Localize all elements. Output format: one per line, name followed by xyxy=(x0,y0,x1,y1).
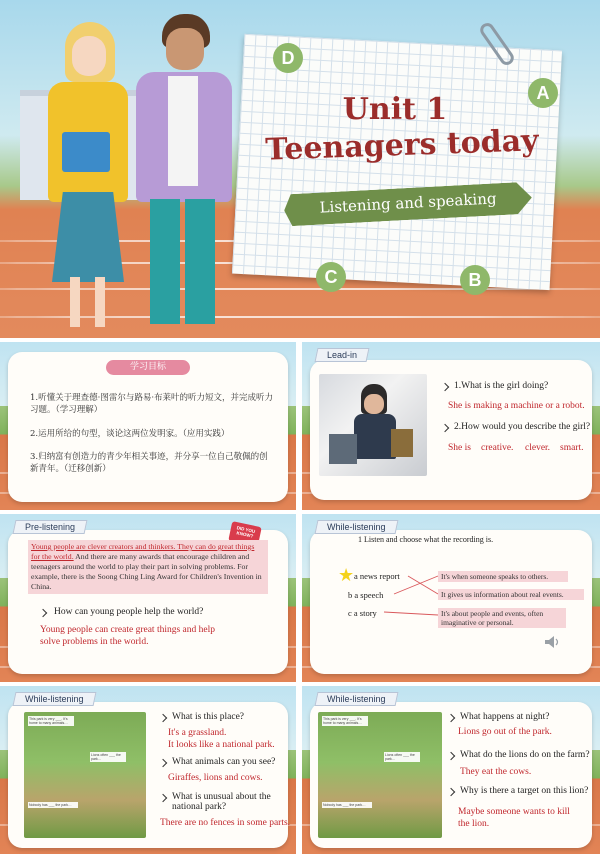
banner-text: Listening and speaking xyxy=(319,189,497,217)
question-lions-farm: What do the lions do on the farm? xyxy=(460,750,590,760)
question-what-place: What is this place? xyxy=(172,712,245,722)
lead-in-slide xyxy=(302,342,600,510)
listen-instruction: 1 Listen and choose what the recording is. xyxy=(358,535,494,544)
boy-student-illustration xyxy=(130,14,235,334)
answer-lions-go-out: Lions go out of the park. xyxy=(458,727,552,737)
objective-item-3: 3.归纳富有创造力的青少年相关事迹，并分享一位自己敬佩的创新青年。（迁移创新） xyxy=(30,452,268,474)
girl-robot-photo xyxy=(319,374,427,476)
speaker-icon[interactable] xyxy=(544,634,560,648)
while-listening-slide-1 xyxy=(302,514,600,682)
definition-imaginative: It's about people and events, often imaginative or personal. xyxy=(438,608,566,628)
pre-listening-answer: Young people can create great things and help solve problems in the world. xyxy=(40,625,215,647)
option-story[interactable]: c a story xyxy=(348,608,377,618)
letter-badge-c: C xyxy=(316,262,346,292)
girl-student-illustration xyxy=(40,22,135,332)
definition-real-events: It gives us information about real events. xyxy=(438,589,584,600)
answer-grassland: It's a grassland. xyxy=(168,728,227,738)
objectives-heading: 学习目标 xyxy=(106,360,190,375)
lead-in-tag: Lead-in xyxy=(315,348,370,362)
pre-listening-tag: Pre-listening xyxy=(13,520,88,534)
passage-highlight: Young people are clever creators and thinkers. They can do great things for the world. xyxy=(31,542,255,561)
lead-in-answer-1: She is making a machine or a robot. xyxy=(448,401,585,411)
question-target: Why is there a target on this lion? xyxy=(460,786,589,796)
star-icon: ★ xyxy=(338,565,355,586)
unit-title: Unit 1 xyxy=(342,92,448,127)
did-you-know-badge: DID YOU KNOW? xyxy=(228,521,262,547)
letter-badge-d: D xyxy=(273,43,303,73)
lead-in-answer-2-she-is: She is xyxy=(448,443,471,453)
pre-listening-question: How can young people help the world? xyxy=(54,607,204,617)
question-night: What happens at night? xyxy=(460,712,550,722)
answer-kill-line-1: Maybe someone wants to kill xyxy=(458,807,570,817)
question-unusual: What is unusual about the national park? xyxy=(172,792,271,812)
unit-subtitle: Teenagers today xyxy=(264,123,540,168)
definition-speaks: It's when someone speaks to others. xyxy=(438,571,568,582)
while-listening-tag-3: While-listening xyxy=(315,692,399,706)
national-park-illustration: This park is very ___. It's home to many animals… Lions often ___ the park… Nobody has ___ the park… xyxy=(24,712,146,838)
question-what-animals: What animals can you see? xyxy=(172,757,276,767)
answer-animals: Giraffes, lions and cows. xyxy=(168,773,263,783)
lead-in-answer-2-smart: smart. xyxy=(560,443,584,453)
while-listening-slide-2 xyxy=(0,686,296,854)
national-park-illustration-2: This park is very ___. It's home to many animals… Lions often ___ the park… Nobody has ___ the park… xyxy=(318,712,442,838)
lead-in-question-2: 2.How would you describe the girl? xyxy=(454,422,591,432)
answer-national-park: It looks like a national park. xyxy=(168,740,275,750)
answer-no-fences: There are no fences in some parts. xyxy=(160,818,291,828)
pre-listening-slide xyxy=(0,514,296,682)
while-listening-slide-3 xyxy=(302,686,600,854)
while-listening-tag-2: While-listening xyxy=(13,692,97,706)
lead-in-answer-2-creative: creative. xyxy=(481,443,514,453)
option-speech[interactable]: b a speech xyxy=(348,590,384,600)
objective-item-2: 2.运用所给的句型，谈论这两位发明家。（应用实践） xyxy=(30,429,230,439)
lead-in-question-1: 1.What is the girl doing? xyxy=(454,381,549,391)
answer-eat-cows: They eat the cows. xyxy=(460,767,532,777)
letter-badge-a: A xyxy=(528,78,558,108)
option-news-report[interactable]: a news report xyxy=(354,571,400,581)
objective-item-1: 1.听懂关于理查德·图雷尔与路易·布莱叶的听力短文，并完成听力习题。（学习理解） xyxy=(30,393,274,415)
objectives-slide xyxy=(0,342,296,510)
while-listening-tag-1: While-listening xyxy=(315,520,399,534)
letter-badge-b: B xyxy=(460,265,490,295)
title-slide xyxy=(0,0,600,338)
did-you-know-passage xyxy=(28,540,268,594)
answer-kill-line-2: the lion. xyxy=(458,819,490,829)
passage-rest: And there are many awards that encourage children and teenagers around the world to play their part in solving problems. For example, there is the Soong Ching Ling Award for Children's Invention in China. xyxy=(31,552,262,591)
lead-in-answer-2-clever: clever. xyxy=(525,443,551,453)
